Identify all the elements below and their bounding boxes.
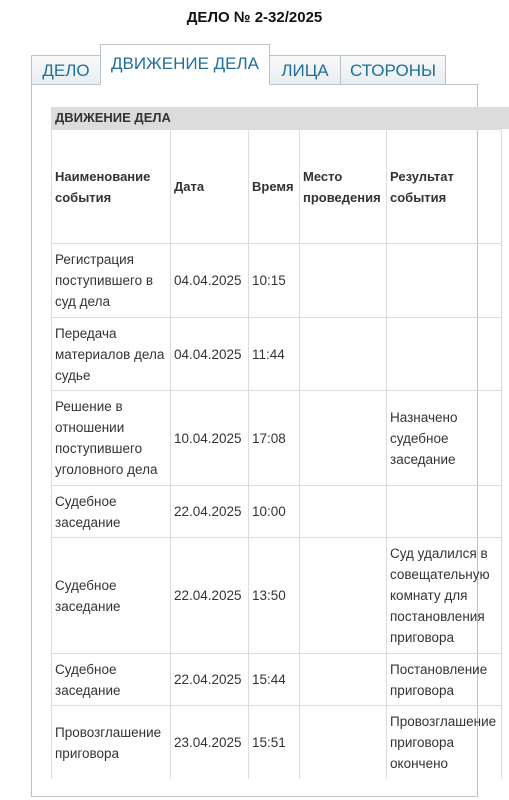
event-cell: Регистрация поступившего в суд дела xyxy=(52,244,171,318)
tab-case-movement[interactable]: ДВИЖЕНИЕ ДЕЛА xyxy=(100,44,270,85)
events-table xyxy=(51,129,502,779)
table-header-row xyxy=(52,130,502,244)
event-cell: Провозглашение приговора xyxy=(52,706,171,780)
case-title: ДЕЛО № 2-32/2025 xyxy=(186,9,323,26)
table-row xyxy=(52,486,502,538)
table-row xyxy=(52,706,502,780)
table-row xyxy=(52,318,502,391)
result-cell xyxy=(387,486,502,538)
date-cell: 22.04.2025 xyxy=(171,538,249,654)
event-cell: Судебное заседание xyxy=(52,486,171,538)
place-cell xyxy=(300,318,387,391)
column-header-time: Время xyxy=(249,130,300,244)
events-table-container[interactable] xyxy=(51,107,509,779)
column-header-result: Результат события xyxy=(387,130,502,244)
event-cell: Решение в отношении поступившего уголовного дела xyxy=(52,391,171,486)
place-cell xyxy=(300,706,387,780)
column-header-date: Дата xyxy=(171,130,249,244)
table-row xyxy=(52,391,502,486)
time-cell: 10:00 xyxy=(249,486,300,538)
time-cell: 17:08 xyxy=(249,391,300,486)
time-cell: 15:44 xyxy=(249,654,300,706)
column-header-event: Наименование события xyxy=(52,130,171,244)
event-cell: Передача материалов дела судье xyxy=(52,318,171,391)
date-cell: 22.04.2025 xyxy=(171,486,249,538)
result-cell: Назначено судебное заседание xyxy=(387,391,502,486)
result-cell: Суд удалился в совещательную комнату для постановления приговора xyxy=(387,538,502,654)
tab-persons[interactable]: ЛИЦА xyxy=(269,55,341,85)
table-row xyxy=(52,654,502,706)
date-cell: 23.04.2025 xyxy=(171,706,249,780)
tab-case[interactable]: ДЕЛО xyxy=(31,55,101,85)
column-header-place: Место проведения xyxy=(300,130,387,244)
date-cell: 22.04.2025 xyxy=(171,654,249,706)
time-cell: 11:44 xyxy=(249,318,300,391)
time-cell: 15:51 xyxy=(249,706,300,780)
result-cell xyxy=(387,318,502,391)
table-row xyxy=(52,244,502,318)
event-cell: Судебное заседание xyxy=(52,654,171,706)
date-cell: 10.04.2025 xyxy=(171,391,249,486)
date-cell: 04.04.2025 xyxy=(171,318,249,391)
section-header: ДВИЖЕНИЕ ДЕЛА xyxy=(51,107,509,129)
event-cell: Судебное заседание xyxy=(52,538,171,654)
place-cell xyxy=(300,654,387,706)
result-cell xyxy=(387,244,502,318)
place-cell xyxy=(300,538,387,654)
tab-parties[interactable]: СТОРОНЫ xyxy=(340,55,446,85)
place-cell xyxy=(300,244,387,318)
time-cell: 10:15 xyxy=(249,244,300,318)
panel-border xyxy=(31,796,478,797)
date-cell: 04.04.2025 xyxy=(171,244,249,318)
tab-bar xyxy=(31,44,509,85)
time-cell: 13:50 xyxy=(249,538,300,654)
place-cell xyxy=(300,391,387,486)
place-cell xyxy=(300,486,387,538)
result-cell: Постановление приговора xyxy=(387,654,502,706)
result-cell: Провозглашение приговора окончено xyxy=(387,706,502,780)
table-row xyxy=(52,538,502,654)
